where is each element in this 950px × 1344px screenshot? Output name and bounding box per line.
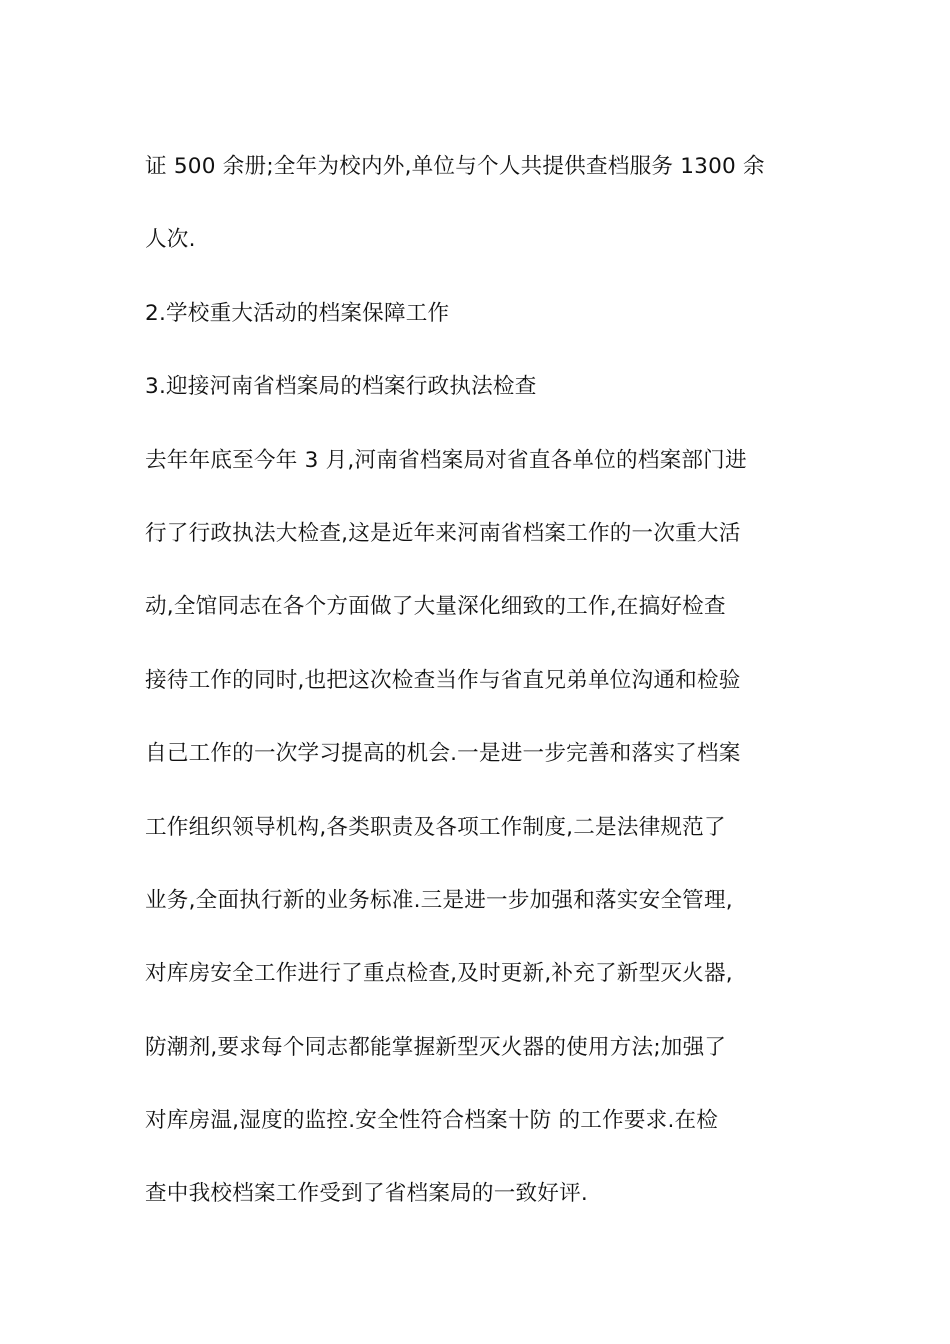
text-line: 对库房温,湿度的监控.安全性符合档案十防 的工作要求.在检: [145, 1108, 719, 1134]
document-body: [145, 130, 813, 1231]
text-line: 对库房安全工作进行了重点检查,及时更新,补充了新型灭火器,: [145, 961, 733, 987]
section-heading-2: 2.学校重大活动的档案保障工作: [145, 300, 450, 326]
text-line: 动,全馆同志在各个方面做了大量深化细致的工作,在搞好检查: [145, 594, 726, 620]
text-line: 接待工作的同时,也把这次检查当作与省直兄弟单位沟通和检验: [145, 667, 741, 693]
text-line: 防潮剂,要求每个同志都能掌握新型灭火器的使用方法;加强了: [145, 1034, 727, 1060]
text-line: 业务,全面执行新的业务标准.三是进一步加强和落实安全管理,: [145, 887, 733, 913]
text-line: 证 500 余册;全年为校内外,单位与个人共提供查档服务 1300 余: [145, 154, 765, 179]
text-line: 去年年底至今年 3 月,河南省档案局对省直各单位的档案部门进: [145, 447, 747, 473]
section-heading-3: 3.迎接河南省档案局的档案行政执法检查: [145, 374, 537, 400]
text-line: 人次.: [145, 227, 196, 253]
text-line: 行了行政执法大检查,这是近年来河南省档案工作的一次重大活: [145, 520, 741, 546]
text-line: 自己工作的一次学习提高的机会.一是进一步完善和落实了档案: [145, 741, 741, 767]
text-line: 工作组织领导机构,各类职责及各项工作制度,二是法律规范了: [145, 814, 726, 840]
text-line: 查中我校档案工作受到了省档案局的一致好评.: [145, 1181, 588, 1207]
